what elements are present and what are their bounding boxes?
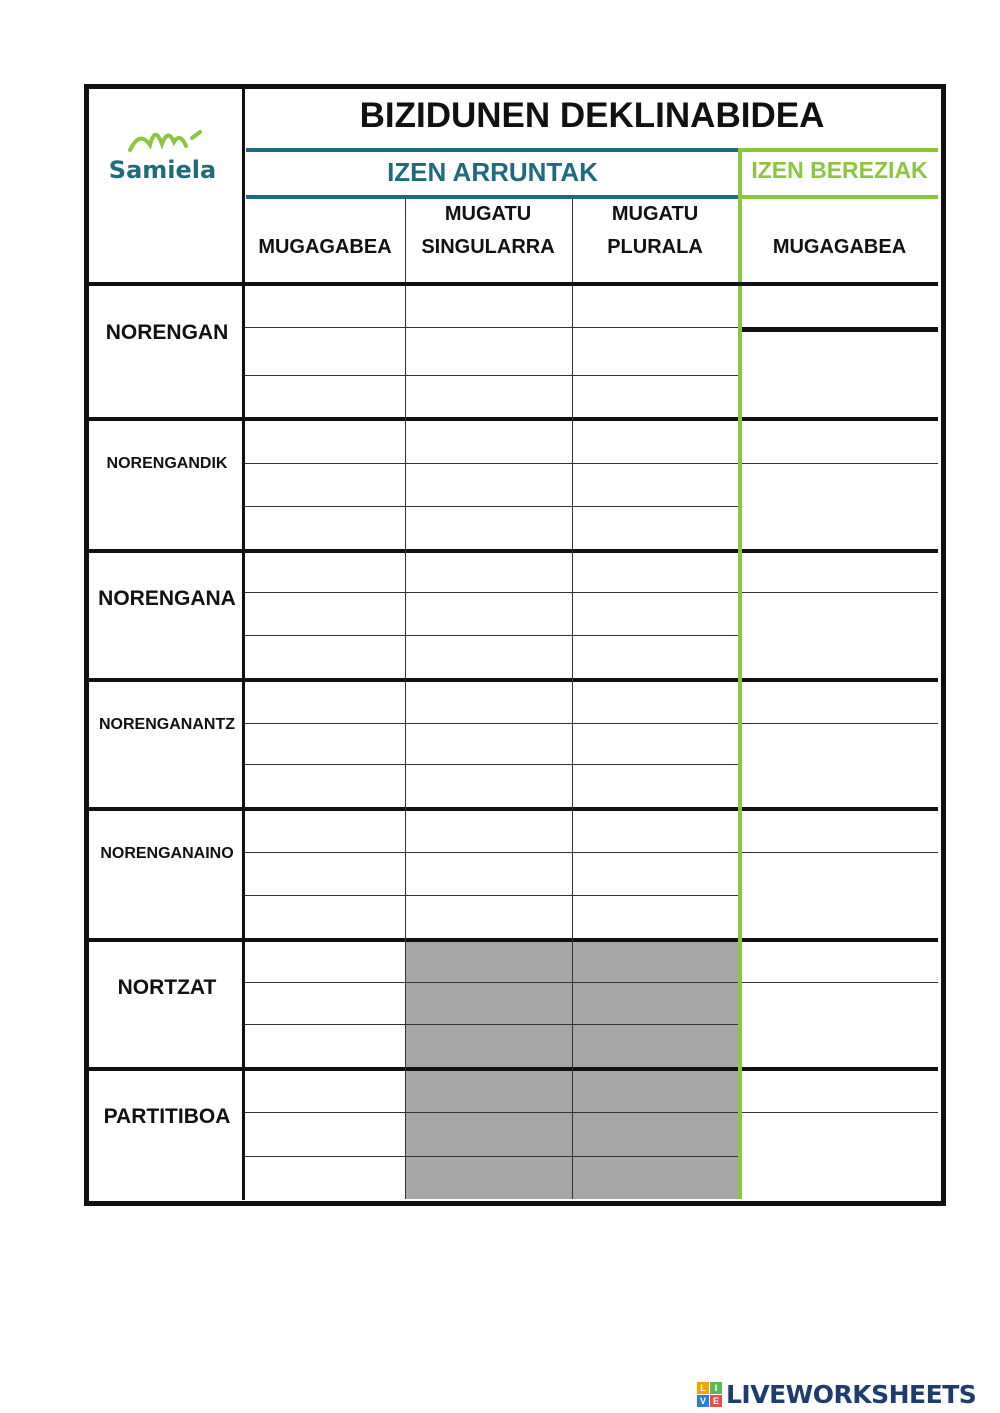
row-label: NORTZAT [117,976,217,999]
col-bereziak-mugagabea: MUGAGABEA [772,236,907,258]
watermark-text: LIVEWORKSHEETS [726,1379,977,1409]
row-label: NORENGANANTZ [99,716,235,733]
col-mugatu-singularra-line1: MUGATU [444,203,532,225]
row-label: NORENGANA [98,587,236,610]
col-mugatu-plurala-line1: MUGATU [611,203,699,225]
badge-letter: L [697,1382,709,1394]
row-label: NORENGANDIK [106,455,228,472]
logo-text: Samiela [108,156,217,184]
liveworksheets-watermark [697,1378,976,1410]
logo-column-divider [242,86,245,1200]
liveworksheets-badge-icon [697,1382,722,1407]
page-title: BIZIDUNEN DEKLINABIDEA [359,96,825,135]
izen-arruntak-header: IZEN ARRUNTAK [387,157,598,187]
col-mugagabea: MUGAGABEA [258,236,392,258]
badge-letter: E [710,1395,722,1407]
badge-letter: V [697,1395,709,1407]
izen-bereziak-header: IZEN BEREZIAK [751,157,928,183]
row-label: NORENGAN [105,321,229,344]
badge-letter: I [710,1382,722,1394]
col-mugatu-singularra-line2: SINGULARRA [421,236,555,258]
col-mugatu-plurala-line2: PLURALA [607,236,703,258]
header-bottom-line [86,282,938,286]
outer-frame [84,84,946,1206]
row-label: NORENGANAINO [100,845,234,862]
row-label: PARTITIBOA [103,1105,231,1128]
